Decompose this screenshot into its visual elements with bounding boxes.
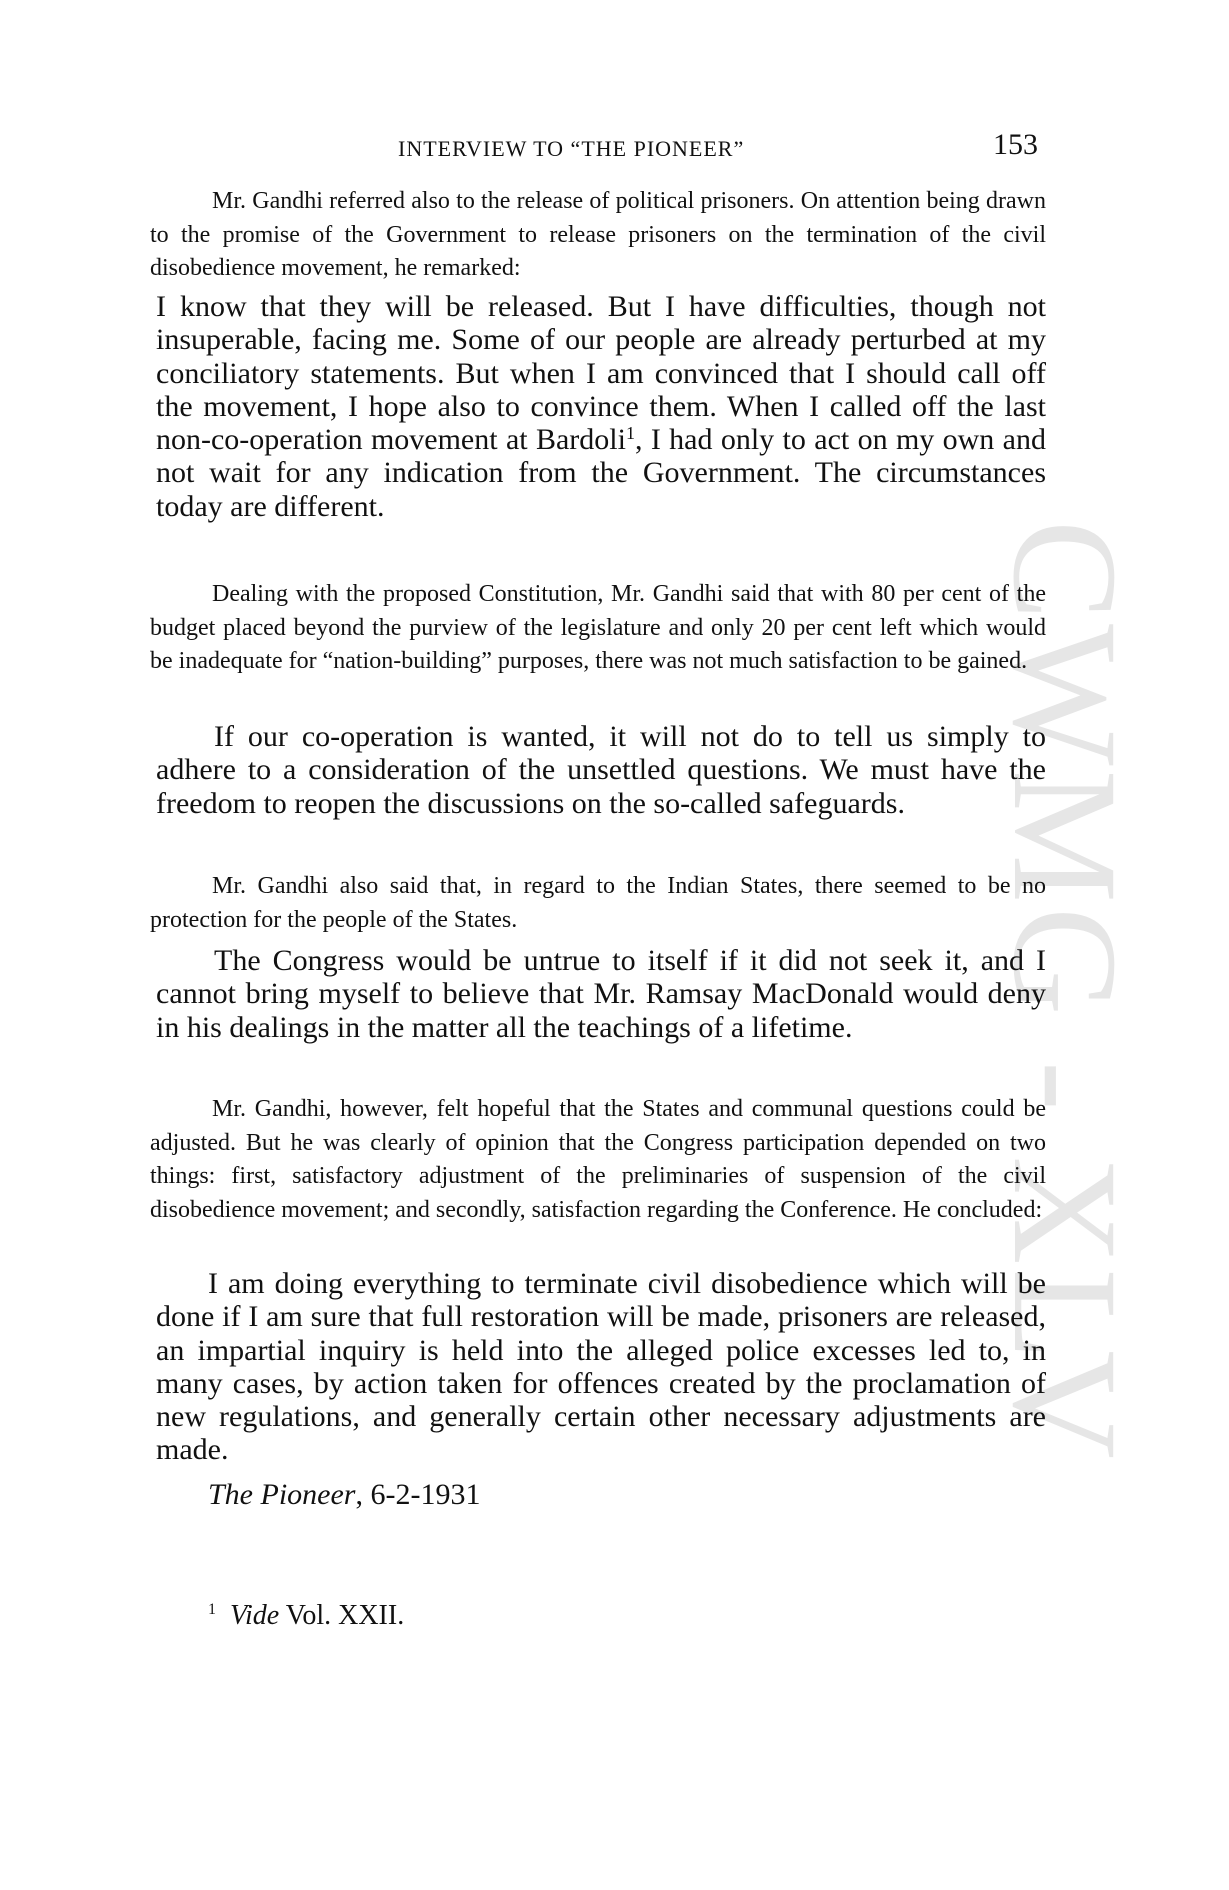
quote-text: I know that they will be released. But I have difficulties, though not insuperable, facing me. Some of our people are already perturbed at my conciliatory statements. But when I am convinced that I should call off the movement, I hope also to convince them. When I called off the last non-co-operation movement at Bardoli [156, 290, 1046, 457]
narrative-paragraph: Mr. Gandhi also said that, in regard to the Indian States, there seemed to be no protection for the people of the States. [150, 873, 1046, 933]
footnote-vide: Vide [230, 1600, 280, 1631]
source-title: The Pioneer [208, 1478, 356, 1511]
quoted-paragraph [156, 290, 1046, 523]
footnote [208, 1600, 404, 1632]
source-citation [208, 1478, 480, 1512]
narrative-paragraph: Dealing with the proposed Constitution, Mr. Gandhi said that with 80 per cent of the budget placed beyond the purview of the legislature and only 20 per cent left which would be inadequate for “nation-building” purposes, there was not much satisfaction to be gained. [150, 581, 1046, 674]
quoted-paragraph: I am doing everything to terminate civil disobedience which will be done if I am sure that full restoration will be made, prisoners are released, an impartial inquiry is held into the alleged police excesses led to, in many cases, by action taken for offences created by the proclamation of new regulations, and generally certain other necessary adjustments are made. [156, 1267, 1046, 1467]
watermark: CWMG - XLV [982, 520, 1148, 1463]
quoted-paragraph: The Congress would be untrue to itself if it did not seek it, and I cannot bring myself to believe that Mr. Ramsay MacDonald would deny in his dealings in the matter all the teachings of a lifetime. [156, 944, 1046, 1044]
footnote-reference: 1 [625, 423, 635, 444]
page-number: 153 [993, 128, 1038, 161]
footnote-text: Vol. XXII. [279, 1600, 405, 1631]
narrative-paragraph: Mr. Gandhi, however, felt hopeful that the States and communal questions could be adjusted. But he was clearly of opinion that the Congress participation depended on two things: first, satisfactory adjustment of the preliminaries of suspension of the civil disobedience movement; and secondly, satisfaction regarding the Conference. He concluded: [150, 1096, 1046, 1223]
footnote-marker: 1 [208, 1601, 216, 1618]
quote-text: , I had only to act on my own and not wait for any indication from the Government. The circumstances today are different. [156, 423, 1046, 523]
quoted-paragraph: If our co-operation is wanted, it will not do to tell us simply to adhere to a consideration of the unsettled questions. We must have the freedom to reopen the discussions on the so-called safeguards. [156, 720, 1046, 820]
narrative-paragraph: Mr. Gandhi referred also to the release of political prisoners. On attention being drawn to the promise of the Government to release prisoners on the termination of the civil disobedience movement, he remarked: [150, 188, 1046, 281]
source-date: , 6-2-1931 [355, 1478, 481, 1511]
page-header [150, 128, 1050, 168]
running-title: INTERVIEW TO “THE PIONEER” [398, 136, 745, 161]
